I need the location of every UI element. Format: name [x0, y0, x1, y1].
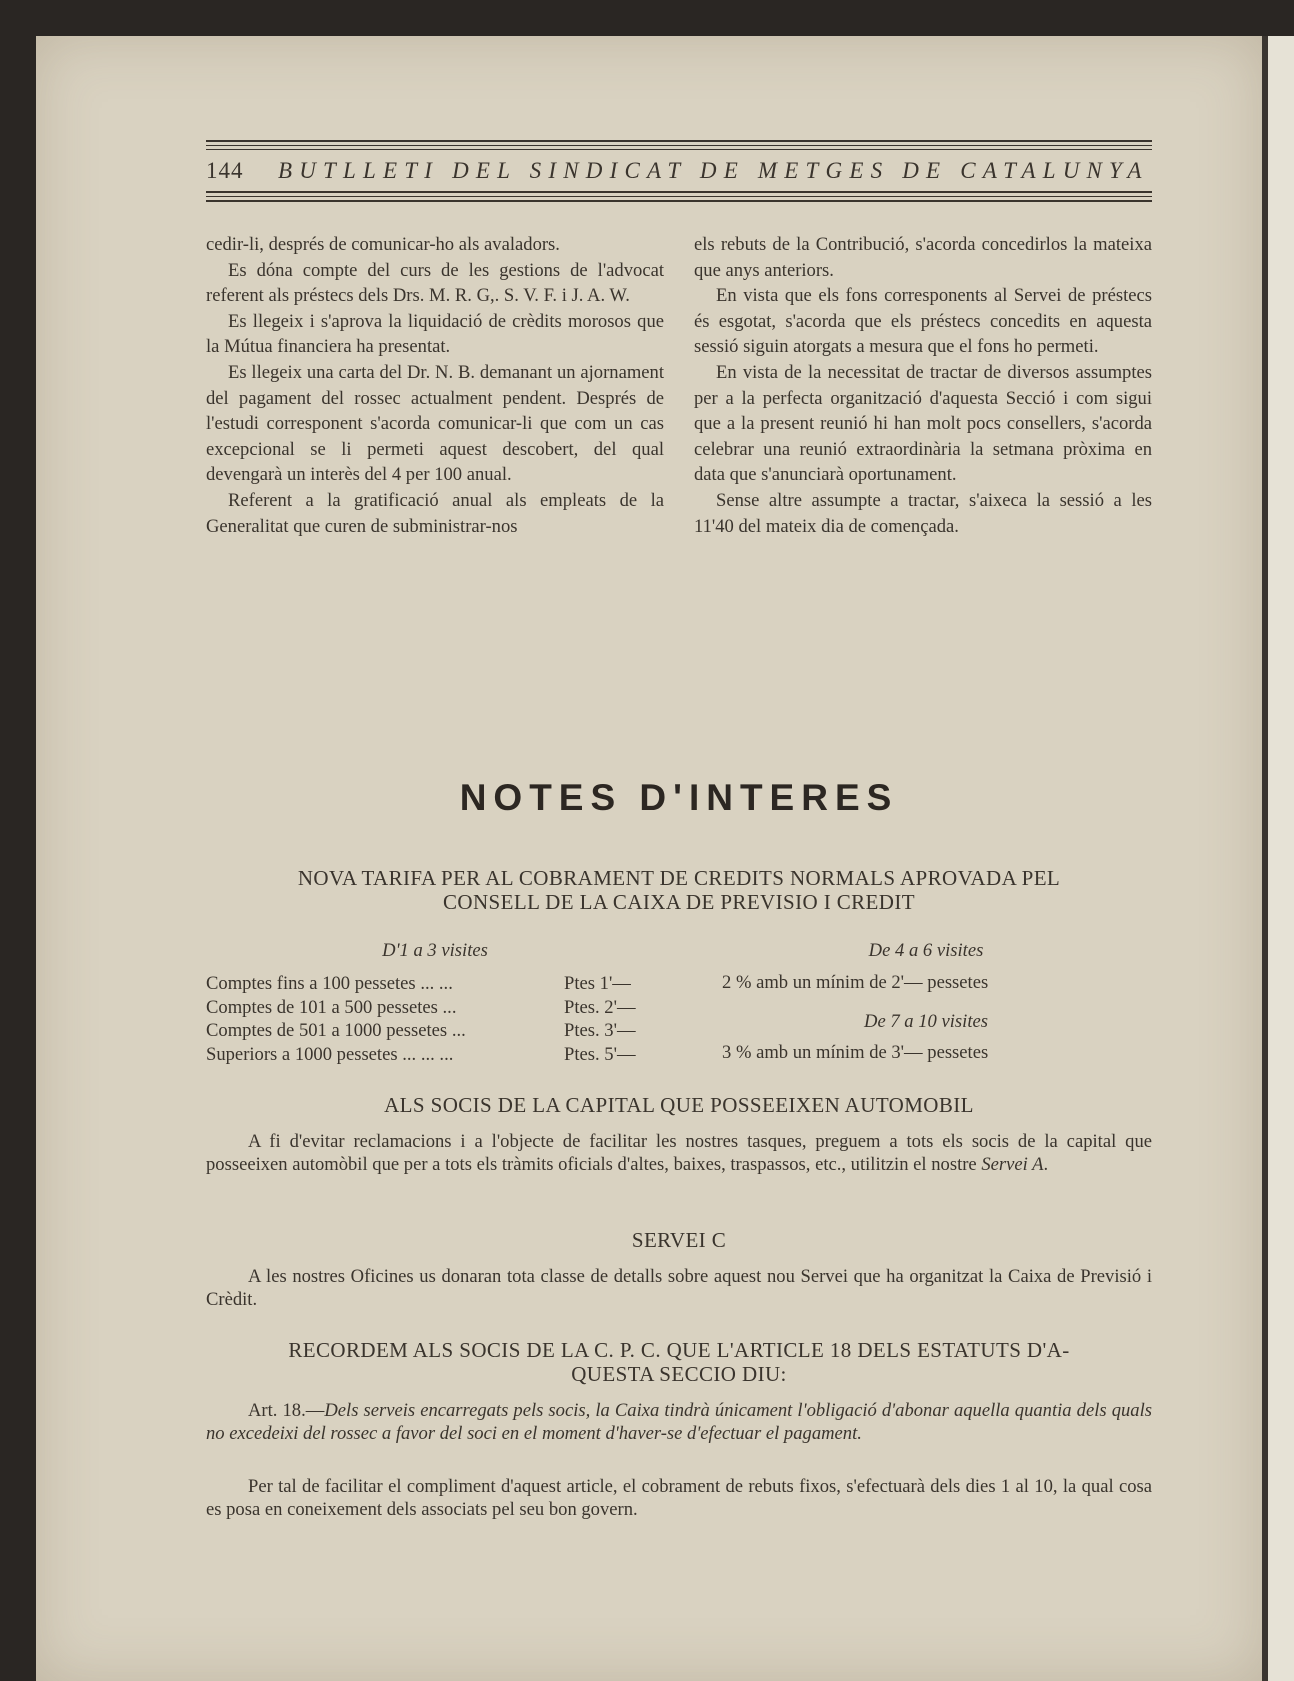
table-row — [206, 972, 676, 996]
auto-text-end: . — [1043, 1154, 1049, 1176]
adjacent-page-edge — [1262, 36, 1294, 1681]
servei-c-paragraph: A les nostres Oficines us donaran tota classe de detalls sobre aquest nou Servei que ha organitzat la Caixa de Previsió i Crèdit. — [206, 1266, 1152, 1311]
tariff-heading-line: CONSELL DE LA CAIXA DE PREVISIO I CREDIT — [443, 890, 915, 914]
right-paragraph: En vista de la necessitat de tractar de diversos assumptes per a la perfecta organització d'aquesta Secció i com sigui que a la present reunió hi han molt pocs consellers, s'acorda celebrar una reunió extraordinària la setmana pròxima en data que s'anunciarà oportunament. — [694, 361, 1152, 486]
table-row — [206, 1019, 676, 1043]
servei-c-heading: SERVEI C — [631, 1228, 727, 1252]
journal-title: BUTLLETI DEL SINDICAT DE METGES DE CATALUNYA — [278, 158, 1149, 183]
row-value: Ptes 1'— — [564, 973, 631, 994]
auto-text: A fi d'evitar reclamacions i a l'objecte de facilitar les nostres tasques, preguem a tots els socis de la capital que posseeixen automòbil que per a tots els tràmits oficials d'altes, baixes, traspassos, etc., utilitzin el nostre — [206, 1131, 1152, 1176]
row-label: Comptes fins a 100 pessetes ... ... — [206, 973, 453, 994]
tariff-table — [206, 972, 676, 1066]
tariff-heading — [206, 866, 1152, 914]
auto-service-name: Servei A — [981, 1154, 1044, 1176]
row-value: Ptes. 5'— — [564, 1043, 636, 1065]
rate-line-2: 3 % amb un mínim de 3'— pessetes — [722, 1042, 989, 1063]
right-subhead-1: De 4 a 6 visites — [868, 940, 984, 961]
left-column — [206, 232, 664, 539]
right-subhead-2: De 7 a 10 visites — [864, 1011, 988, 1032]
article-text: Dels serveis encarregats pels socis, la Caixa tindrà únicament l'obligació d'abonar aquella quantia dels quals no excedeixi del rossec a favor del soci en el moment d'haver-se d'efectuar el pagament. — [206, 1400, 1152, 1445]
left-subhead: D'1 a 3 visites — [382, 940, 488, 961]
auto-paragraph — [206, 1130, 1152, 1177]
right-paragraph: En vista que els fons corresponents al Servei de préstecs és esgotat, s'acorda que els préstecs concedits en aquesta sessió siguin atorgats a mesura que el fons ho permeti. — [694, 285, 1152, 358]
running-head — [206, 158, 1152, 186]
right-column — [694, 232, 1152, 539]
page-number: 144 — [206, 158, 244, 183]
right-paragraph: els rebuts de la Contribució, s'acorda concedirlos la mateixa que anys anteriors. — [694, 234, 1152, 281]
tariff-heading-line: NOVA TARIFA PER AL COBRAMENT DE CREDITS NORMALS APROVADA PEL — [297, 866, 1061, 890]
left-paragraph: cedir-li, després de comunicar-ho als avaladors. — [206, 234, 560, 255]
row-value: Ptes. 3'— — [564, 1020, 636, 1041]
auto-heading: ALS SOCIS DE LA CAPITAL QUE POSSEEIXEN AUTOMOBIL — [384, 1093, 974, 1117]
section-title: NOTES D'INTERES — [459, 777, 899, 818]
table-row — [206, 996, 676, 1020]
article-label: Art. 18.— — [248, 1400, 325, 1421]
left-paragraph: Es dóna compte del curs de les gestions de l'advocat referent als préstecs dels Drs. M. R. G,. S. V. F. i J. A. W. — [206, 259, 664, 307]
left-paragraph: Es llegeix i s'aprova la liquidació de crèdits morosos que la Mútua financiera ha presentat. — [206, 310, 664, 358]
table-row — [206, 1043, 676, 1067]
closing-paragraph: Per tal de facilitar el compliment d'aquest article, el cobrament de rebuts fixos, s'efectuarà dels dies 1 al 10, la qual cosa es posa en coneixement dels associats pel seu bon govern. — [206, 1476, 1152, 1521]
left-paragraph: Referent a la gratificació anual als empleats de la Generalitat que curen de subministrar-nos — [206, 489, 664, 537]
article-paragraph — [206, 1399, 1152, 1446]
row-label: Comptes de 501 a 1000 pessetes ... — [206, 1020, 466, 1041]
row-value: Ptes. 2'— — [564, 996, 636, 1018]
left-paragraph: Es llegeix una carta del Dr. N. B. demanant un ajornament del pagament del rossec actualment pendent. Després de l'estudi corresponent s'acorda comunicar-li que com un cas excepcional se li permeti aquest descobert, del qual devengarà un interès del 4 per 100 anual. — [206, 361, 664, 486]
article-heading-line: QUESTA SECCIO DIU: — [571, 1362, 787, 1386]
article-heading — [206, 1338, 1152, 1386]
rate-line-1: 2 % amb un mínim de 2'— pessetes — [722, 972, 989, 993]
row-label: Superiors a 1000 pessetes ... ... ... — [206, 1043, 454, 1065]
right-paragraph: Sense altre assumpte a tractar, s'aixeca la sessió a les 11'40 del mateix dia de començada. — [694, 489, 1152, 537]
row-label: Comptes de 101 a 500 pessetes ... — [206, 996, 457, 1018]
article-heading-line: RECORDEM ALS SOCIS DE LA C. P. C. QUE L'ARTICLE 18 DELS ESTATUTS D'A- — [288, 1338, 1070, 1362]
